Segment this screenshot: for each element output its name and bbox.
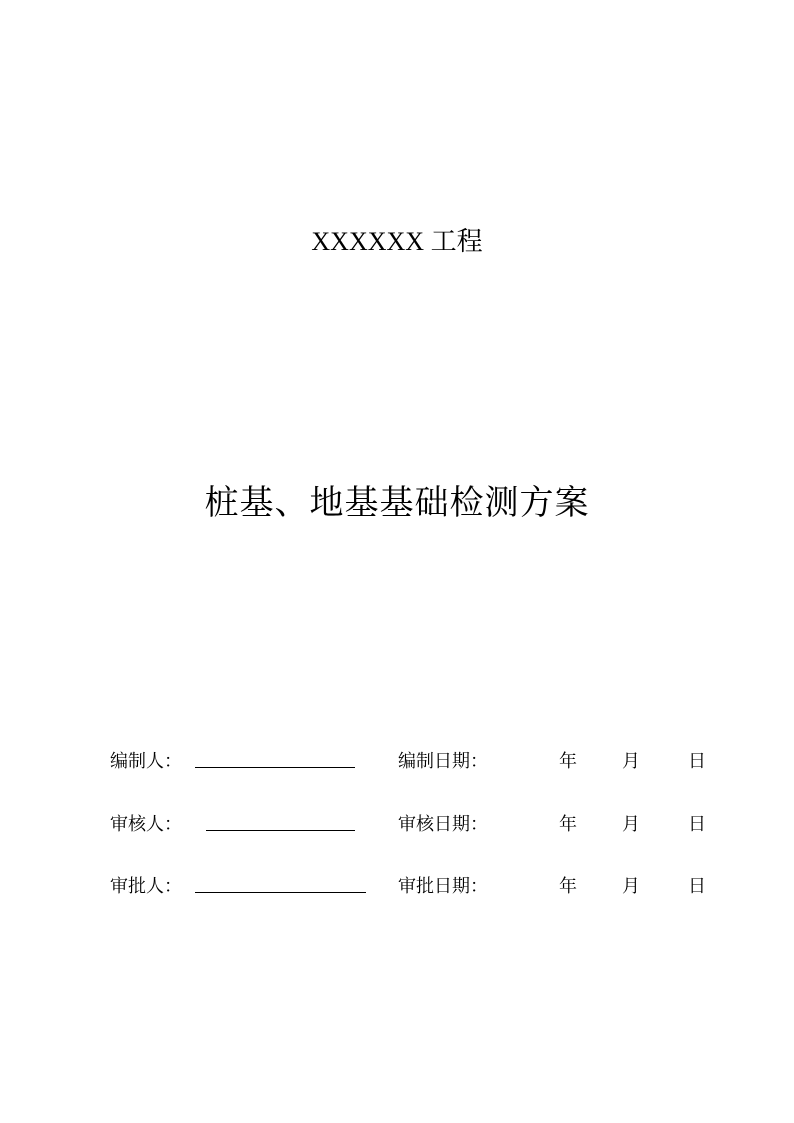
signature-row-compiler	[0, 747, 794, 777]
compile-date-label: 编制日期：	[398, 751, 488, 772]
compile-day-unit: 日	[688, 751, 706, 772]
signature-row-approver	[0, 872, 794, 902]
review-day-unit: 日	[688, 814, 706, 835]
approve-date-label: 审批日期：	[398, 876, 488, 897]
signature-row-reviewer	[0, 810, 794, 840]
approve-day-unit: 日	[688, 876, 706, 897]
compile-year-unit: 年	[559, 751, 577, 772]
review-date-label: 审核日期：	[398, 814, 488, 835]
review-month-unit: 月	[622, 814, 640, 835]
approve-year-unit: 年	[559, 876, 577, 897]
approver-signature-line	[195, 892, 366, 893]
compile-month-unit: 月	[622, 751, 640, 772]
reviewer-signature-line	[206, 830, 355, 831]
document-title: 桩基、地基基础检测方案	[204, 483, 590, 523]
approver-label: 审批人：	[110, 876, 182, 897]
compiler-label: 编制人：	[110, 751, 182, 772]
review-year-unit: 年	[559, 814, 577, 835]
compiler-signature-line	[195, 767, 355, 768]
reviewer-label: 审核人：	[110, 814, 182, 835]
approve-month-unit: 月	[622, 876, 640, 897]
project-title: XXXXXX 工程	[311, 227, 483, 256]
